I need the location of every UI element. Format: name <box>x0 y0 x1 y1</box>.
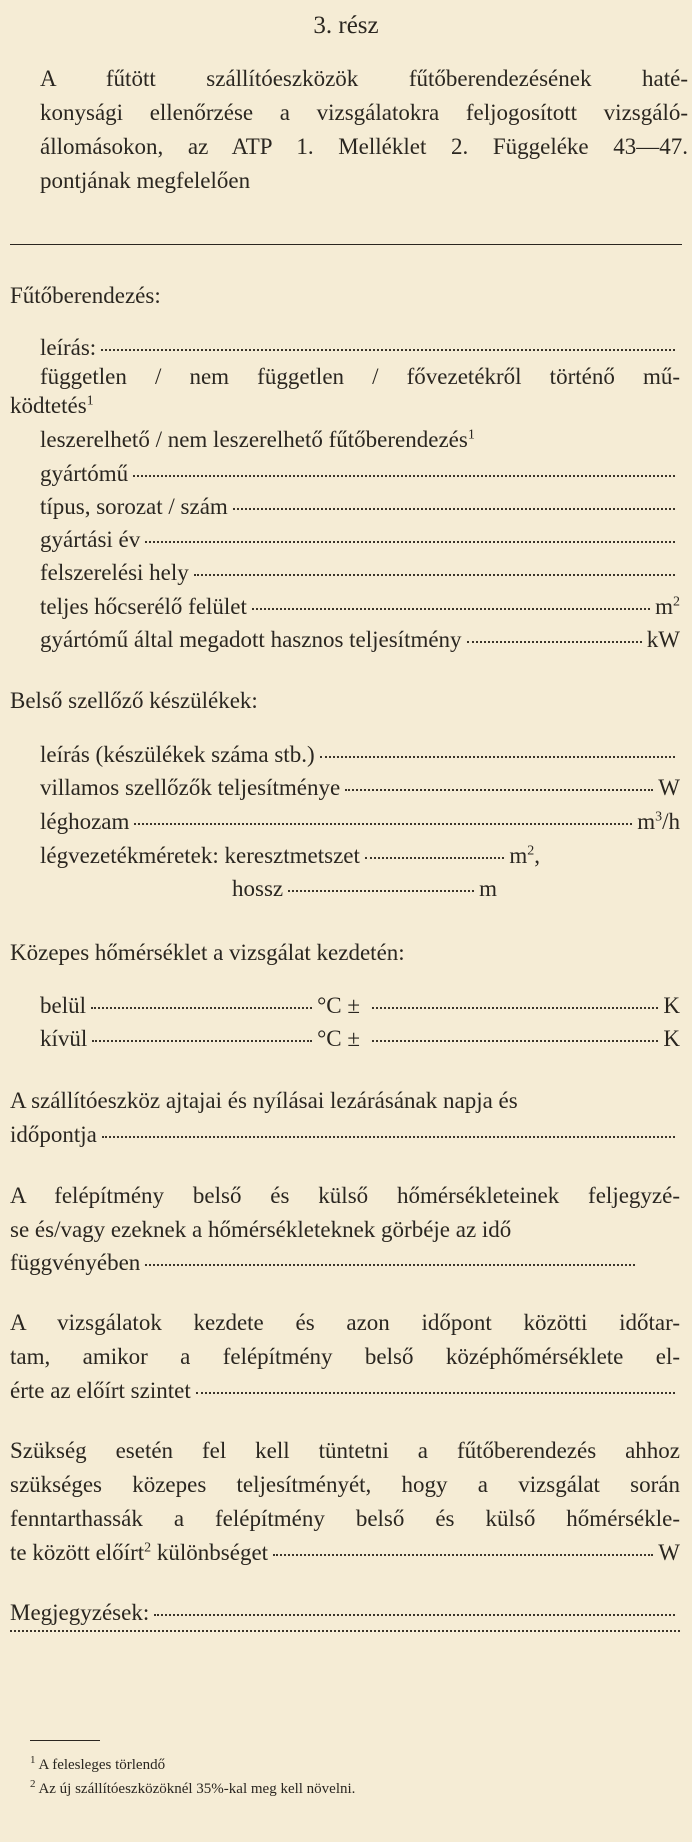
manufacturer-field[interactable] <box>40 461 680 487</box>
field-label: leírás: <box>40 335 97 360</box>
field-label: gyártómű által megadott hasznos teljesítmény <box>40 627 462 652</box>
field-label: függvényében <box>10 1250 141 1275</box>
unit-label: kW <box>646 627 680 652</box>
unit-label: W <box>658 775 680 800</box>
kelvin-label: K <box>663 1026 680 1051</box>
unit-label: W <box>658 1540 680 1565</box>
field-label: leírás (készülékek száma stb.) <box>40 742 315 767</box>
intro-line: A fűtött szállítóeszközök fűtőberendezésének haté- <box>40 66 688 91</box>
fill-line <box>134 823 632 825</box>
surface-field[interactable] <box>40 594 680 620</box>
field-label: felszerelési hely <box>40 560 189 585</box>
outside-kelvin-field[interactable] <box>372 1026 680 1052</box>
field-label: időpontja <box>10 1122 97 1147</box>
fill-line <box>194 574 675 576</box>
need-line: fenntarthassák a felépítmény belső és külső hőmérsékle- <box>10 1506 680 1531</box>
field-label: típus, sorozat / szám <box>40 494 228 519</box>
heating-heading: Fűtőberendezés: <box>10 283 161 308</box>
field-label: gyártási év <box>40 527 141 552</box>
fill-line <box>101 349 675 351</box>
inside-temp-field[interactable] <box>40 993 360 1019</box>
ventilation-description-field[interactable] <box>40 742 680 768</box>
fill-line <box>196 1392 675 1394</box>
length-field[interactable] <box>232 876 497 902</box>
fill-line <box>372 1007 658 1009</box>
outside-temp-field[interactable] <box>40 1026 360 1052</box>
footnote-2: $^2$ Az új szállítóeszközöknél 35%-kal meg kell növelni. <box>30 1778 356 1797</box>
operation-text: ködtetés <box>10 393 87 418</box>
inside-kelvin-field[interactable] <box>372 993 680 1019</box>
fill-line <box>467 641 642 643</box>
field-label: teljes hőcserélő felület <box>40 594 247 619</box>
duration-line: A vizsgálatok kezdete és azon időpont közötti időtar- <box>10 1310 680 1335</box>
intro-line: konysági ellenőrzése a vizsgálatokra feljogosított vizsgáló- <box>40 100 688 125</box>
closing-field[interactable] <box>10 1122 680 1148</box>
fill-line <box>145 1264 635 1266</box>
fill-line <box>102 1136 675 1138</box>
fill-line <box>345 789 653 791</box>
field-label: léghozam <box>40 809 130 834</box>
closing-line: A szállítóeszköz ajtajai és nyílásai lezárásának napja és <box>10 1088 518 1113</box>
need-field[interactable] <box>10 1540 680 1566</box>
duct-field[interactable] <box>40 843 540 869</box>
field-label: gyártómű <box>40 461 129 486</box>
fill-line <box>372 1040 658 1042</box>
operation-line-2 <box>10 393 94 419</box>
intro-paragraph <box>40 62 688 198</box>
operation-line: független / nem független / fővezetékről történő mű- <box>40 364 680 389</box>
remarks-extra-line[interactable] <box>10 1634 680 1636</box>
removable-line <box>40 427 475 453</box>
need-line: szükséges közepes teljesítményét, hogy a vizsgálat során <box>10 1472 680 1497</box>
ventilation-heading: Belső szellőző készülékek: <box>10 688 258 713</box>
field-label: kívül <box>40 1026 88 1051</box>
celsius-label: °C ± <box>317 993 360 1018</box>
fill-line <box>10 1630 680 1632</box>
fill-line <box>365 857 504 859</box>
unit-label: $m^2$ <box>655 594 680 619</box>
remarks-field[interactable] <box>10 1600 680 1626</box>
footnote-ref: 1 <box>467 427 475 443</box>
fill-line <box>233 508 675 510</box>
fill-line <box>154 1614 675 1616</box>
fill-line <box>145 541 675 543</box>
removable-text: leszerelhető / nem leszerelhető fűtőberendezés <box>40 427 468 452</box>
field-label: Megjegyzések: <box>10 1600 150 1625</box>
field-label: villamos szellőzők teljesítménye <box>40 775 341 800</box>
field-label: hossz <box>232 876 284 901</box>
fill-line <box>320 756 675 758</box>
heating-description-field[interactable] <box>40 335 680 361</box>
duration-field[interactable] <box>10 1378 680 1404</box>
records-line: A felépítmény belső és külső hőmérsékleteinek feljegyzé- <box>10 1183 680 1208</box>
airflow-field[interactable] <box>40 809 680 835</box>
type-field[interactable] <box>40 494 680 520</box>
temperature-heading: Közepes hőmérséklet a vizsgálat kezdetén: <box>10 940 405 965</box>
records-line: se és/vagy ezeknek a hőmérsékleteknek görbéje az idő <box>10 1217 512 1242</box>
celsius-label: °C ± <box>317 1026 360 1051</box>
fill-line <box>252 608 650 610</box>
unit-label: $m^2$, <box>509 843 540 868</box>
field-label: érte az előírt szintet <box>10 1378 191 1403</box>
field-label: belül <box>40 993 86 1018</box>
section-title: 3. rész <box>313 12 379 39</box>
footnote-divider <box>30 1740 100 1741</box>
footnote-1: $^1$ A felesleges törlendő <box>30 1754 166 1773</box>
power-field[interactable] <box>40 627 680 653</box>
fan-power-field[interactable] <box>40 775 680 801</box>
section-divider <box>10 244 682 245</box>
footnote-ref: 1 <box>86 393 94 409</box>
unit-label: m <box>479 876 497 901</box>
records-field[interactable] <box>10 1250 640 1276</box>
kelvin-label: K <box>663 993 680 1018</box>
intro-line: állomásokon, az ATP 1. Melléklet 2. Függeléke 43—47. <box>40 134 688 159</box>
fill-line <box>133 475 675 477</box>
duration-line: tam, amikor a felépítmény belső középhőmérséklete el- <box>10 1344 680 1369</box>
fill-line <box>273 1554 653 1556</box>
field-label: te között előírt$^2$ különbséget <box>10 1540 269 1565</box>
intro-line: pontjának megfelelően <box>40 168 251 193</box>
need-line: Szükség esetén fel kell tüntetni a fűtőberendezés ahhoz <box>10 1438 680 1463</box>
fill-line <box>92 1040 312 1042</box>
fill-line <box>288 890 474 892</box>
year-field[interactable] <box>40 527 680 553</box>
field-label: légvezetékméretek: keresztmetszet <box>40 843 360 868</box>
unit-label: $m^3/h$ <box>637 809 680 834</box>
location-field[interactable] <box>40 560 680 586</box>
fill-line <box>91 1007 312 1009</box>
